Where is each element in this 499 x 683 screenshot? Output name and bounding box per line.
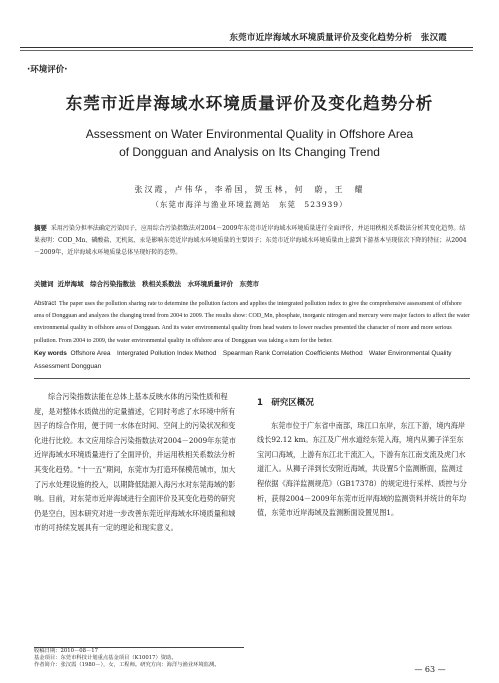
keywords-cn <box>34 279 468 288</box>
article-title-en-line2: of Dongguan and Analysis on Its Changing Trend <box>119 145 380 159</box>
header-rule <box>20 47 473 48</box>
running-header <box>0 20 499 52</box>
keywords-en-label: Key words <box>34 350 67 357</box>
running-title: 东莞市近岸海域水环境质量评价及变化趋势分析 张汉霞 <box>229 33 447 43</box>
abstract-divider <box>34 378 470 379</box>
affiliation: （东莞市海洋与渔业环境监测站 东莞 523939） <box>151 200 348 209</box>
article-title-cn: 东莞市近岸海域水环境质量评价及变化趋势分析 <box>65 94 434 113</box>
section-tag: ·环境评价· <box>27 65 68 75</box>
body-column-left <box>34 390 242 536</box>
abstract-en <box>34 298 470 347</box>
body-paragraph-intro: 综合污染指数法能在总体上基本反映水体的污染性质和程度，是对整体水质做出的定量描述，它同时考虑了水环境中所有因子的综合作用，便于同一水体在时间、空间上的污染状况和变化进行比较。本文应用综合污染指数法对2004－2009年东莞市近岸海域水环境质量进行了全面评价，并运用秩相关系数法分析其变化趋势。“十一五”期间，东莞市为打造环保模范城市，加大了污水处理设施的投入，以期降低陆源入海污水对东莞海域的影响。目前，对东莞市近岸海域进行全面评价及其变化趋势的研究仍是空白，因本研究对进一步改善东莞近岸海域水环境质量和城市的可持续发展具有一定的理论和现实意义。 <box>34 392 236 533</box>
abstract-cn-label: 摘要 <box>34 224 47 232</box>
body-column-right <box>257 390 469 521</box>
section-heading: 1 研究区概况 <box>257 398 314 408</box>
page-number: — 63 — <box>414 665 446 674</box>
abstract-cn-text: 采用污染分担率法确定污染因子，应用综合污染指数法对2004－2009年东莞市近岸海域水环境质量进行全面评价，并运用秩相关系数法分析其变化趋势。结果表明：COD_Mn、磷酸盐、无机氮、汞是影响东莞近岸海域水环境质量的主要因子；东莞市近岸海域水环境质量由上游到下游基本呈现依次下降的特征；从2004－2009年，近岸海域水环境质量总体呈现好转的态势。 <box>34 225 467 256</box>
abstract-en-label: Abstract <box>34 301 57 307</box>
keywords-en <box>34 348 470 373</box>
footnote-fund: 基金项目：东莞市科技计划重点基金项目（K10017）资助。 <box>34 655 177 662</box>
keywords-en-text: Offshore Area Intergrated Pollution Index Method Spearman Rank Correlation Coefficients Method Water Environmental Quality Assessment Dongguan <box>34 350 452 370</box>
keywords-cn-label: 关键词 <box>34 280 54 288</box>
authors: 张汉霞，卢伟华，李希国，贺玉林，何 蔚，王 耀 <box>134 185 365 194</box>
footnote-author: 作者简介：张汉霞（1980－），女，工程师。研究方向：海洋与渔业环境监测。 <box>34 662 220 669</box>
abstract-cn <box>34 222 468 259</box>
article-title-en-line1: Assessment on Water Environmental Quality in Offshore Area <box>85 127 414 141</box>
keywords-cn-text: 近岸海域 综合污染指数法 秩相关系数法 水环境质量评价 东莞市 <box>57 280 260 288</box>
abstract-en-text: The paper uses the pollution sharing rate to determine the pollution factors and applies the intergrated pollution index to give the comprehensive assessment of offshore area of Dongguan and analyzes the changing trend from 2004 to 2009. The results show: COD_Mn, phosphate, inorganic nitrogen and mercury were major factors to affect the water environmental quality in offshore area of Dongguan. And its water environmental quality from head waters to lower reaches presented the character of more and more serious pollution. From 2004 to 2009, the water environmental quality in offshore area of Dongguan was taking a turn for the better. <box>34 301 470 344</box>
body-paragraph-study-area: 东莞市位于广东省中南部，珠江口东岸，东江下游，境内海岸线长92.12 km。东江及广州水道经东莞入海，境内从狮子洋至东宝河口海域，上游有东江北干流汇入，下游有东江南支流及虎门水道汇入。从狮子洋到长安附近海域，共设置5个监测断面，监测过程依据《海洋监测规范》（GB17378）的规定进行采样、质控与分析，获得2004－2009年东莞市近岸海域的监测资料并统计的年均值，东莞市近岸海域及监测断面设置见图1。 <box>257 420 467 518</box>
header-rule-thin <box>20 50 473 51</box>
footnote-received: 收稿日期：2010－08－17 <box>34 648 99 654</box>
footnote <box>34 648 254 670</box>
